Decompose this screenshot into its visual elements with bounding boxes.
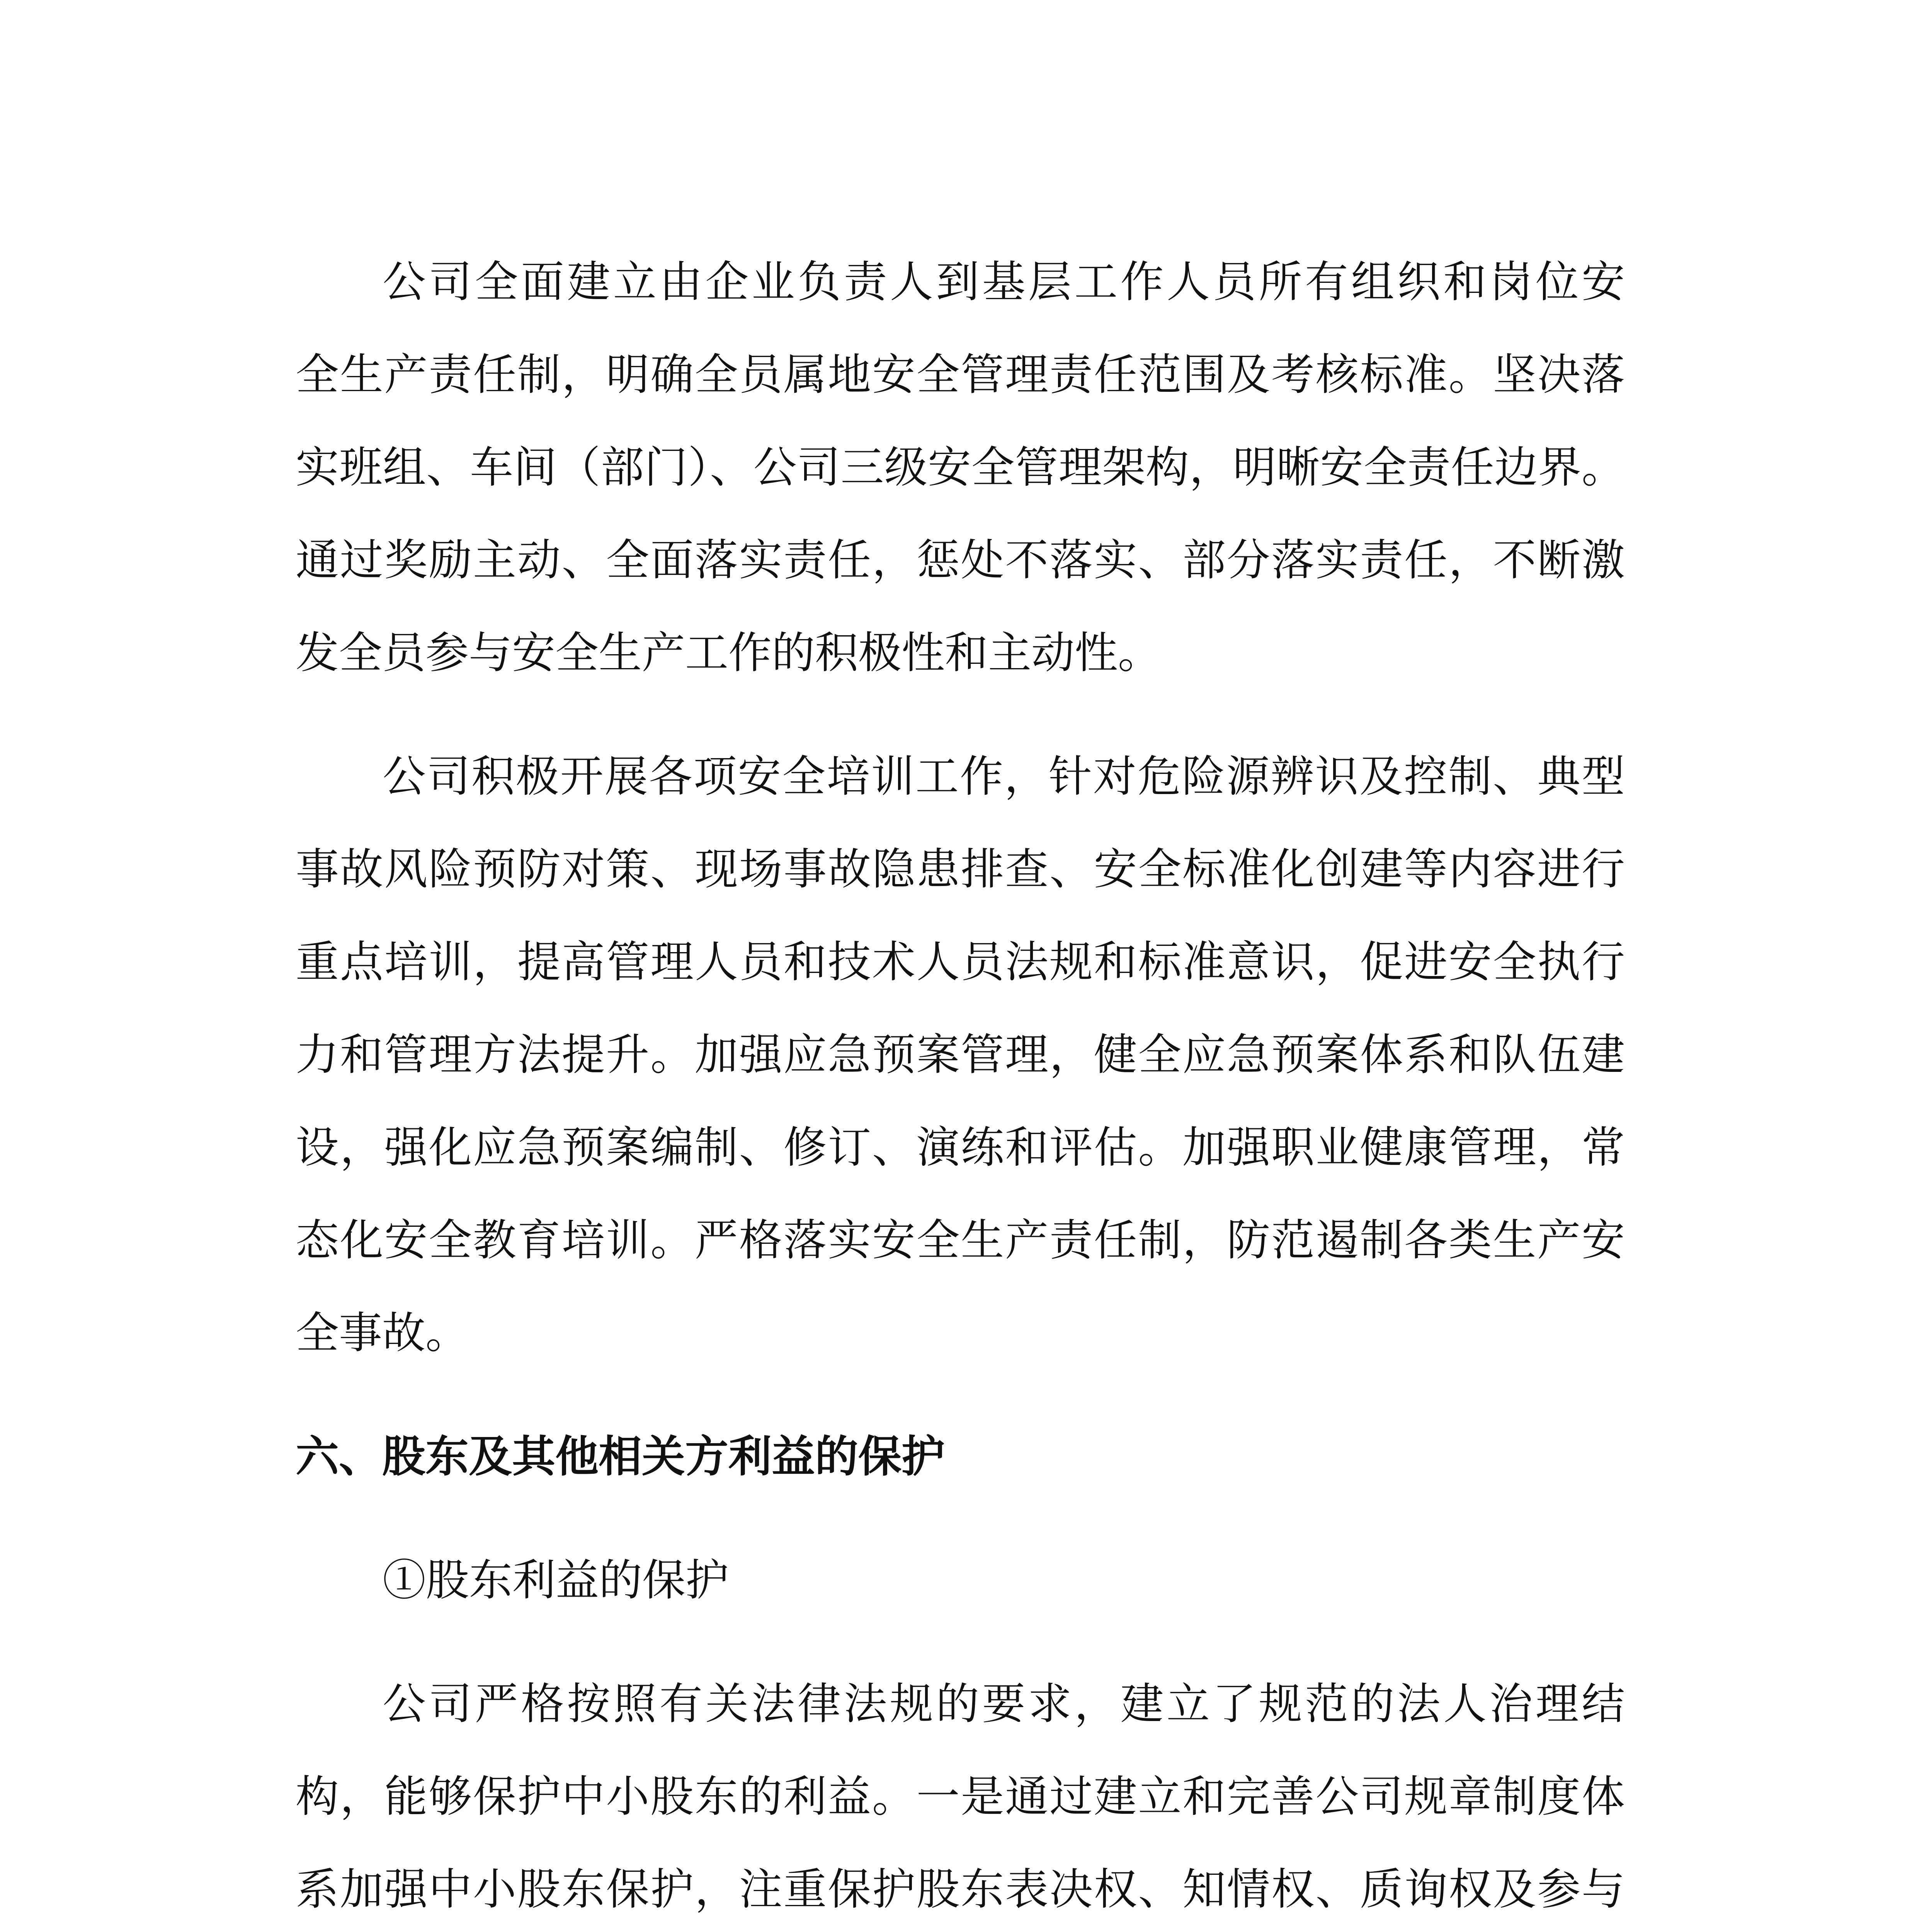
paragraph-2-line-4: 力和管理方法提升。加强应急预案管理，健全应急预案体系和队伍建 bbox=[296, 1030, 1625, 1080]
paragraph-2-line-3: 重点培训，提高管理人员和技术人员法规和标准意识，促进安全执行 bbox=[296, 937, 1625, 987]
subheading-shareholder-interests: ①股东利益的保护 bbox=[383, 1555, 729, 1605]
paragraph-1-line-1: 公司全面建立由企业负责人到基层工作人员所有组织和岗位安 bbox=[383, 257, 1625, 307]
paragraph-1-line-3: 实班组、车间（部门）、公司三级安全管理架构，明晰安全责任边界。 bbox=[296, 442, 1625, 493]
paragraph-3-line-1: 公司严格按照有关法律法规的要求，建立了规范的法人治理结 bbox=[383, 1679, 1625, 1729]
paragraph-2-line-2: 事故风险预防对策、现场事故隐患排查、安全标准化创建等内容进行 bbox=[296, 844, 1625, 895]
paragraph-2-line-1: 公司积极开展各项安全培训工作，针对危险源辨识及控制、典型 bbox=[383, 752, 1625, 802]
paragraph-3-line-2: 构，能够保护中小股东的利益。一是通过建立和完善公司规章制度体 bbox=[296, 1772, 1625, 1822]
paragraph-2-line-7: 全事故。 bbox=[296, 1308, 469, 1358]
paragraph-3-line-3: 系加强中小股东保护，注重保护股东表决权、知情权、质询权及参与 bbox=[296, 1864, 1625, 1915]
paragraph-1-line-4: 通过奖励主动、全面落实责任，惩处不落实、部分落实责任，不断激 bbox=[296, 535, 1625, 585]
paragraph-1-line-5: 发全员参与安全生产工作的积极性和主动性。 bbox=[296, 628, 1161, 678]
paragraph-1-line-2: 全生产责任制，明确全员属地安全管理责任范围及考核标准。坚决落 bbox=[296, 350, 1625, 400]
paragraph-2-line-6: 态化安全教育培训。严格落实安全生产责任制，防范遏制各类生产安 bbox=[296, 1215, 1625, 1265]
section-heading: 六、股东及其他相关方利益的保护 bbox=[296, 1432, 945, 1482]
paragraph-2-line-5: 设，强化应急预案编制、修订、演练和评估。加强职业健康管理，常 bbox=[296, 1122, 1625, 1173]
